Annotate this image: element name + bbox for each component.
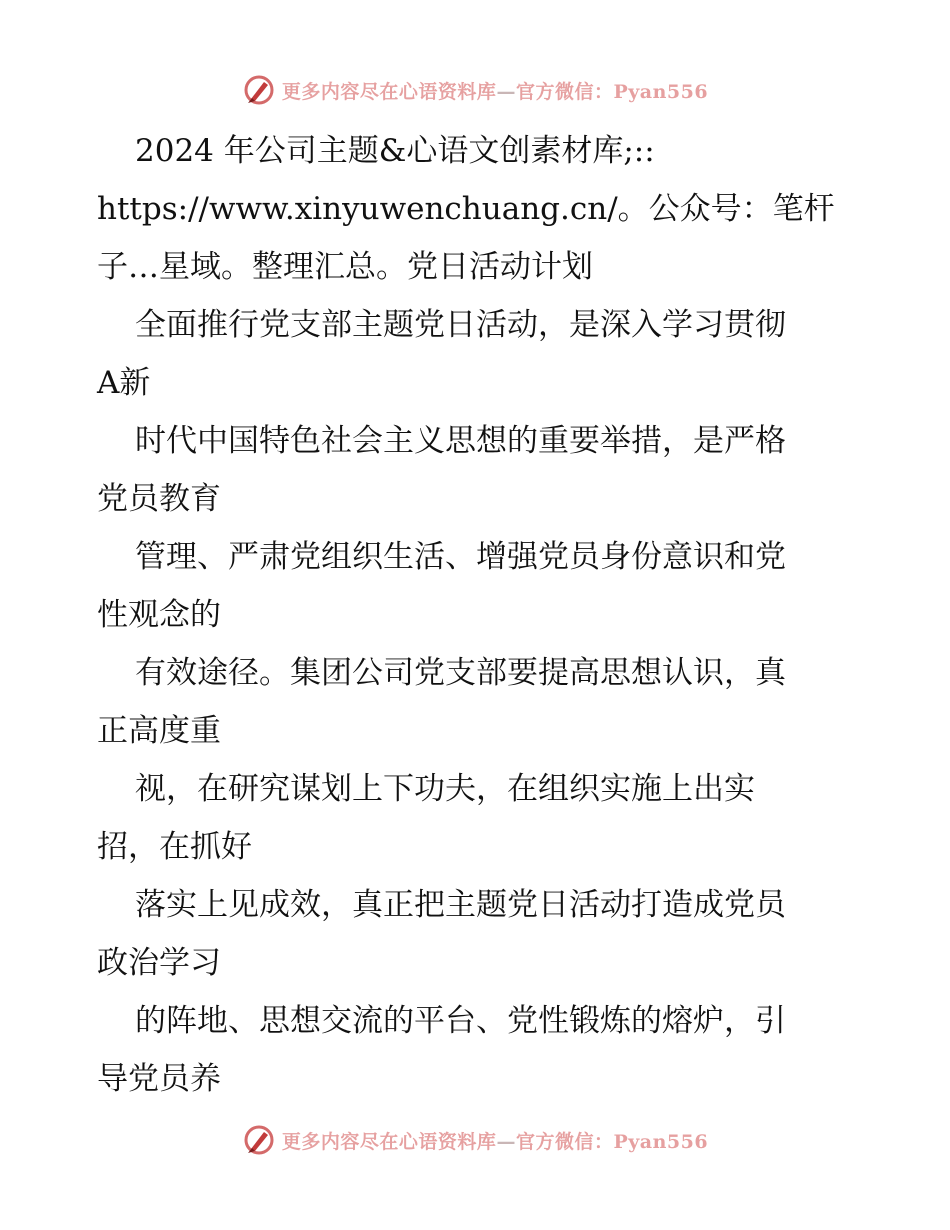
watermark-text: 更多内容尽在心语资料库—官方微信：Pyan556: [281, 80, 709, 103]
footer-watermark: [0, 1120, 950, 1160]
text-line: 管理、严肃党组织生活、增强党员身份意识和党: [135, 539, 786, 575]
text-line: 时代中国特色社会主义思想的重要举措，是严格: [135, 423, 786, 459]
text-line: 子…星域。整理汇总。党日活动计划: [97, 249, 593, 285]
text-line: 招，在抓好: [97, 829, 252, 865]
text-line: 性观念的: [97, 597, 221, 633]
document-body: [97, 122, 857, 1108]
text-line: 的阵地、思想交流的平台、党性锻炼的熔炉，引: [135, 1003, 786, 1039]
brush-logo-icon: [242, 1123, 276, 1157]
header-watermark: [0, 70, 950, 110]
brush-logo-icon: [242, 73, 276, 107]
text-line: 视，在研究谋划上下功夫，在组织实施上出实: [135, 771, 755, 807]
text-line: 正高度重: [97, 713, 221, 749]
text-line: A新: [97, 365, 151, 401]
text-line: 全面推行党支部主题党日活动，是深入学习贯彻: [135, 307, 786, 343]
text-line: 导党员养: [97, 1061, 221, 1097]
text-line: 有效途径。集团公司党支部要提高思想认识，真: [135, 655, 786, 691]
text-line: 落实上见成效，真正把主题党日活动打造成党员: [135, 887, 786, 923]
text-line: 政治学习: [97, 945, 221, 981]
text-line: 2024 年公司主题&心语文创素材库;::: [135, 133, 655, 169]
text-line: 党员教育: [97, 481, 221, 517]
watermark-text: 更多内容尽在心语资料库—官方微信：Pyan556: [281, 1130, 709, 1153]
text-line: https://www.xinyuwenchuang.cn/。公众号：笔杆: [97, 191, 835, 227]
